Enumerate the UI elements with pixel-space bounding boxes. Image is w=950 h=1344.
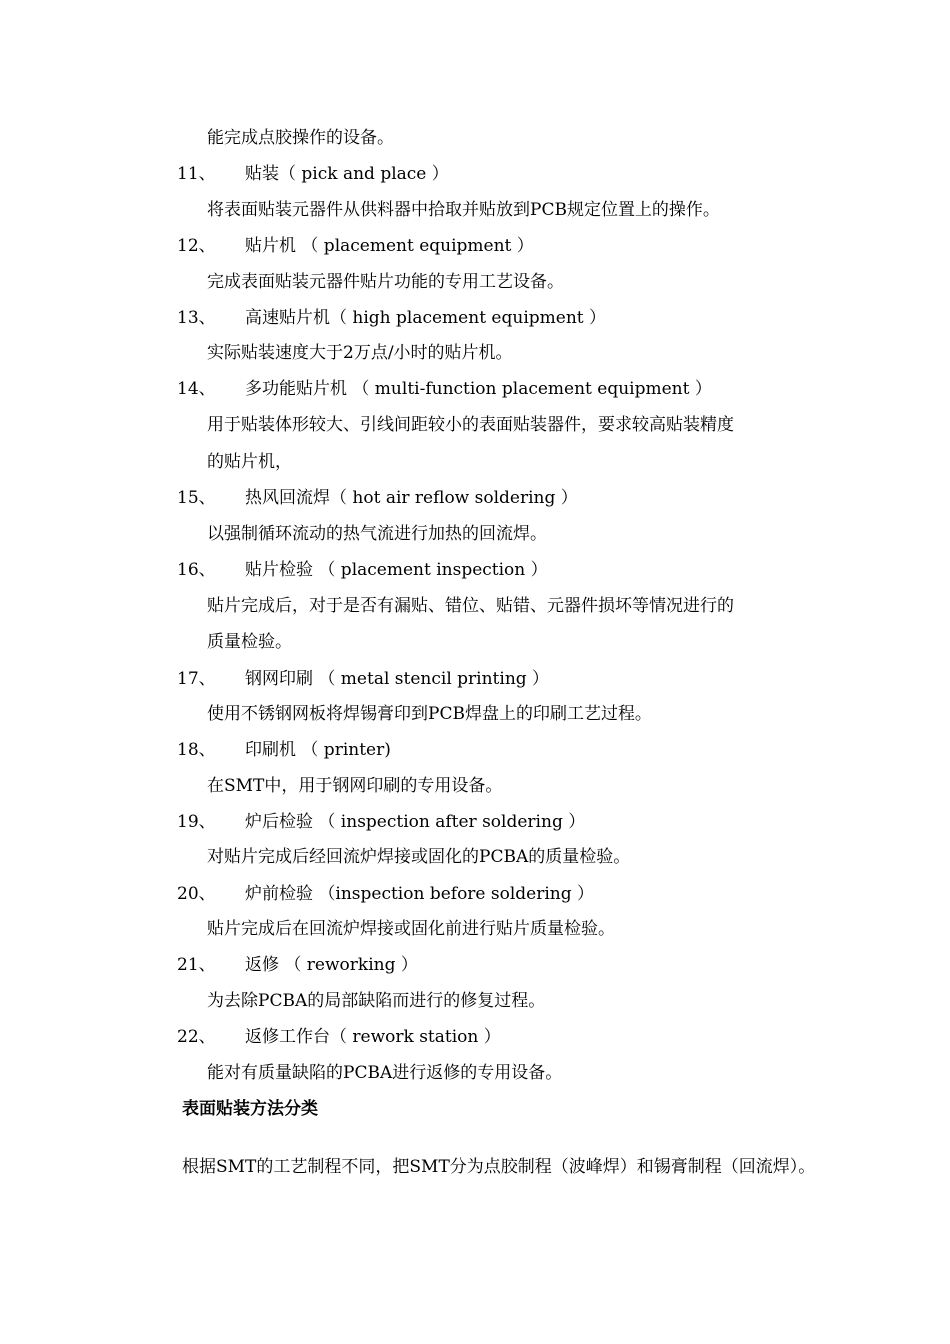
term-description: 能对有质量缺陷的PCBA进行返修的专用设备。: [207, 1063, 563, 1083]
top-description: 能完成点胶操作的设备。: [207, 128, 394, 148]
term-title: 多功能贴片机 （ multi-function placement equipment ）: [245, 379, 712, 399]
term-description: 用于贴装体形较大、引线间距较小的表面贴装器件，要求较高贴装精度: [207, 415, 734, 435]
term-title: 炉后检验 （ inspection after soldering ）: [245, 812, 586, 832]
term-title: 炉前检验 （inspection before soldering ）: [245, 884, 595, 904]
term-item: [0, 739, 950, 761]
term-description-continued: 质量检验。: [207, 632, 292, 652]
term-title: 贴片检验 （ placement inspection ）: [245, 560, 548, 580]
term-item: [0, 883, 950, 905]
term-description: 贴片完成后，对于是否有漏贴、错位、贴错、元器件损坏等情况进行的: [207, 596, 734, 616]
term-item: [0, 1026, 950, 1048]
term-description: 贴片完成后在回流炉焊接或固化前进行贴片质量检验。: [207, 919, 615, 939]
term-item: [0, 487, 950, 509]
term-title: 热风回流焊（ hot air reflow soldering ）: [245, 488, 578, 508]
term-description: 将表面贴装元器件从供料器中拾取并贴放到PCB规定位置上的操作。: [207, 200, 720, 220]
term-title: 返修 （ reworking ）: [245, 955, 418, 975]
term-number: 15、: [177, 488, 216, 508]
term-number: 20、: [177, 884, 216, 904]
term-item: [0, 954, 950, 976]
term-number: 17、: [177, 669, 216, 689]
term-item: [0, 307, 950, 329]
term-description: 完成表面贴装元器件贴片功能的专用工艺设备。: [207, 272, 564, 292]
term-number: 11、: [177, 164, 216, 184]
term-number: 12、: [177, 236, 216, 256]
term-title: 贴片机 （ placement equipment ）: [245, 236, 534, 256]
term-item: [0, 163, 950, 185]
term-item: [0, 378, 950, 400]
term-item: [0, 559, 950, 581]
term-number: 19、: [177, 812, 216, 832]
term-description: 以强制循环流动的热气流进行加热的回流焊。: [207, 524, 547, 544]
term-description: 使用不锈钢网板将焊锡膏印到PCB焊盘上的印刷工艺过程。: [207, 704, 652, 724]
term-item: [0, 235, 950, 257]
term-number: 14、: [177, 379, 216, 399]
term-description: 对贴片完成后经回流炉焊接或固化的PCBA的质量检验。: [207, 847, 631, 867]
term-description: 实际贴装速度大于2万点/小时的贴片机。: [207, 343, 513, 363]
term-item: [0, 811, 950, 833]
term-title: 高速贴片机（ high placement equipment ）: [245, 308, 607, 328]
term-description: 在SMT中，用于钢网印刷的专用设备。: [207, 776, 503, 796]
term-number: 18、: [177, 740, 216, 760]
section-heading: 表面贴装方法分类: [182, 1099, 318, 1119]
term-number: 21、: [177, 955, 216, 975]
term-title: 返修工作台（ rework station ）: [245, 1027, 501, 1047]
term-number: 13、: [177, 308, 216, 328]
term-number: 16、: [177, 560, 216, 580]
term-description: 为去除PCBA的局部缺陷而进行的修复过程。: [207, 991, 546, 1011]
term-description-continued: 的贴片机，: [207, 452, 292, 472]
term-title: 贴装（ pick and place ）: [245, 164, 449, 184]
term-title: 钢网印刷 （ metal stencil printing ）: [245, 669, 550, 689]
term-number: 22、: [177, 1027, 216, 1047]
section-paragraph: 根据SMT的工艺制程不同，把SMT分为点胶制程（波峰焊）和锡膏制程（回流焊）。: [182, 1157, 816, 1177]
term-title: 印刷机 （ printer): [245, 740, 391, 760]
term-item: [0, 668, 950, 690]
